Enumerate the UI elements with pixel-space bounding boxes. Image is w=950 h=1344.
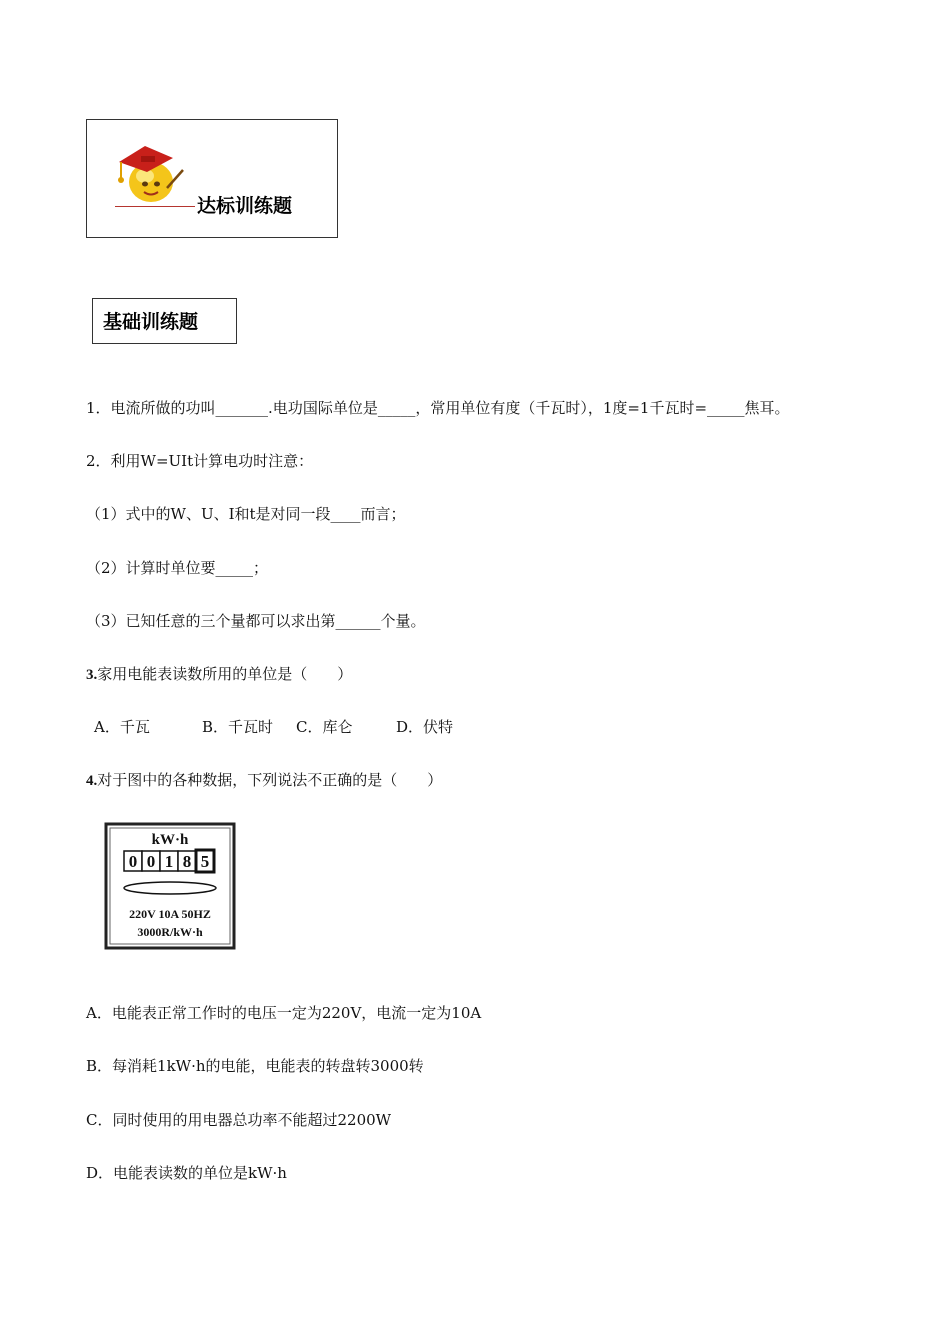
question-3-stem	[86, 664, 352, 685]
graduate-mascot-icon	[111, 136, 187, 206]
meter-spec-rating: 220V 10A 50HZ	[129, 907, 211, 921]
header-title: 达标训练题	[197, 195, 293, 217]
header-underline	[115, 206, 195, 207]
meter-unit-label: kW·h	[151, 832, 189, 848]
meter-spec-revolutions: 3000R/kW·h	[137, 925, 203, 939]
meter-digit: 8	[182, 852, 192, 871]
meter-digit: 0	[128, 852, 138, 871]
meter-digit: 1	[164, 852, 174, 871]
question-4-option-c: C．同时使用的用电器总功率不能超过2200W	[86, 1111, 392, 1129]
question-3-option-d: D．伏特	[396, 718, 454, 736]
question-4-stem	[86, 770, 442, 791]
question-2-part-3: （3）已知任意的三个量都可以求出第______个量。	[86, 612, 426, 630]
electric-meter-figure	[104, 822, 236, 952]
header-banner	[86, 119, 338, 238]
meter-digit-row	[124, 850, 214, 872]
question-2-stem: 2．利用W=UIt计算电功时注意：	[86, 452, 314, 470]
question-4-number: 4.	[86, 773, 98, 789]
question-3-number: 3.	[86, 667, 98, 683]
section-title: 基础训练题	[103, 311, 199, 333]
section-heading-box	[92, 298, 237, 344]
question-4-option-b: B．每消耗1kW·h的电能，电能表的转盘转3000转	[86, 1057, 424, 1075]
question-3-option-b: B．千瓦时	[202, 718, 274, 736]
question-3-option-c: C．库仑	[296, 718, 353, 736]
question-2-part-2: （2）计算时单位要_____；	[86, 559, 269, 577]
meter-digit: 0	[146, 852, 156, 871]
question-4-text: 对于图中的各种数据，下列说法不正确的是（ ）	[97, 771, 443, 789]
question-3-text: 家用电能表读数所用的单位是（ ）	[97, 665, 353, 683]
question-1: 1．电流所做的功叫_______.电功国际单位是_____，常用单位有度（千瓦时），1度=1千瓦时=_____焦耳。	[86, 399, 790, 417]
question-4-option-a: A．电能表正常工作时的电压一定为220V，电流一定为10A	[86, 1004, 482, 1022]
question-3-option-a: A．千瓦	[94, 718, 150, 736]
question-4-option-d: D．电能表读数的单位是kW·h	[86, 1164, 287, 1182]
question-2-part-1: （1）式中的W、U、I和t是对同一段____而言；	[86, 505, 406, 523]
meter-digit: 5	[200, 852, 210, 871]
